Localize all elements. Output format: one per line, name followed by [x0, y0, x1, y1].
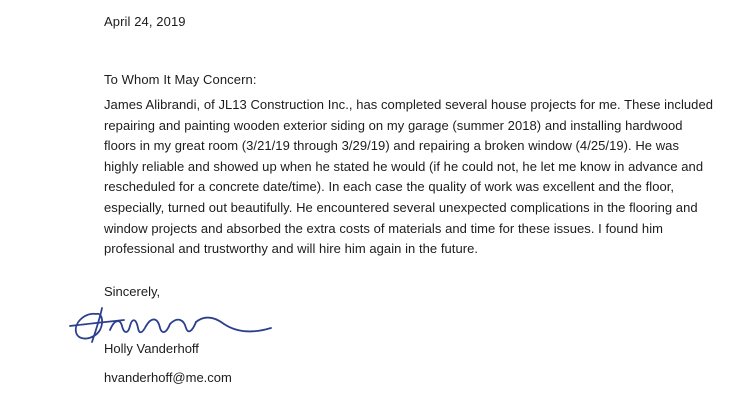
- body-line: repairing and painting wooden exterior siding on my garage (summer 2018) and installing hardwood: [104, 117, 683, 133]
- signer-name: Holly Vanderhoff: [104, 341, 199, 356]
- body-line: window projects and absorbed the extra costs of materials and time for these issues. I found him: [104, 220, 664, 236]
- body-line: floors in my great room (3/21/19 through 3/29/19) and repairing a broken window (4/25/19). He was: [104, 138, 679, 154]
- signer-email: hvanderhoff@me.com: [104, 370, 232, 385]
- body-line: especially, turned out beautifully. He encountered several unexpected complications in the flooring and: [104, 199, 698, 215]
- closing: Sincerely,: [104, 284, 161, 299]
- body-line: James Alibrandi, of JL13 Construction Inc., has completed several house projects for me. These included: [104, 97, 714, 112]
- salutation: To Whom It May Concern:: [104, 72, 257, 87]
- letter-body: [104, 95, 744, 260]
- body-line: professional and trustworthy and will hire him again in the future.: [104, 241, 479, 257]
- letter-date: April 24, 2019: [104, 14, 186, 29]
- body-line: rescheduled for a concrete date/time). In each case the quality of work was excellent and the floor,: [104, 179, 675, 195]
- body-line: highly reliable and showed up when he stated he would (if he could not, he let me know in advance and: [104, 158, 704, 174]
